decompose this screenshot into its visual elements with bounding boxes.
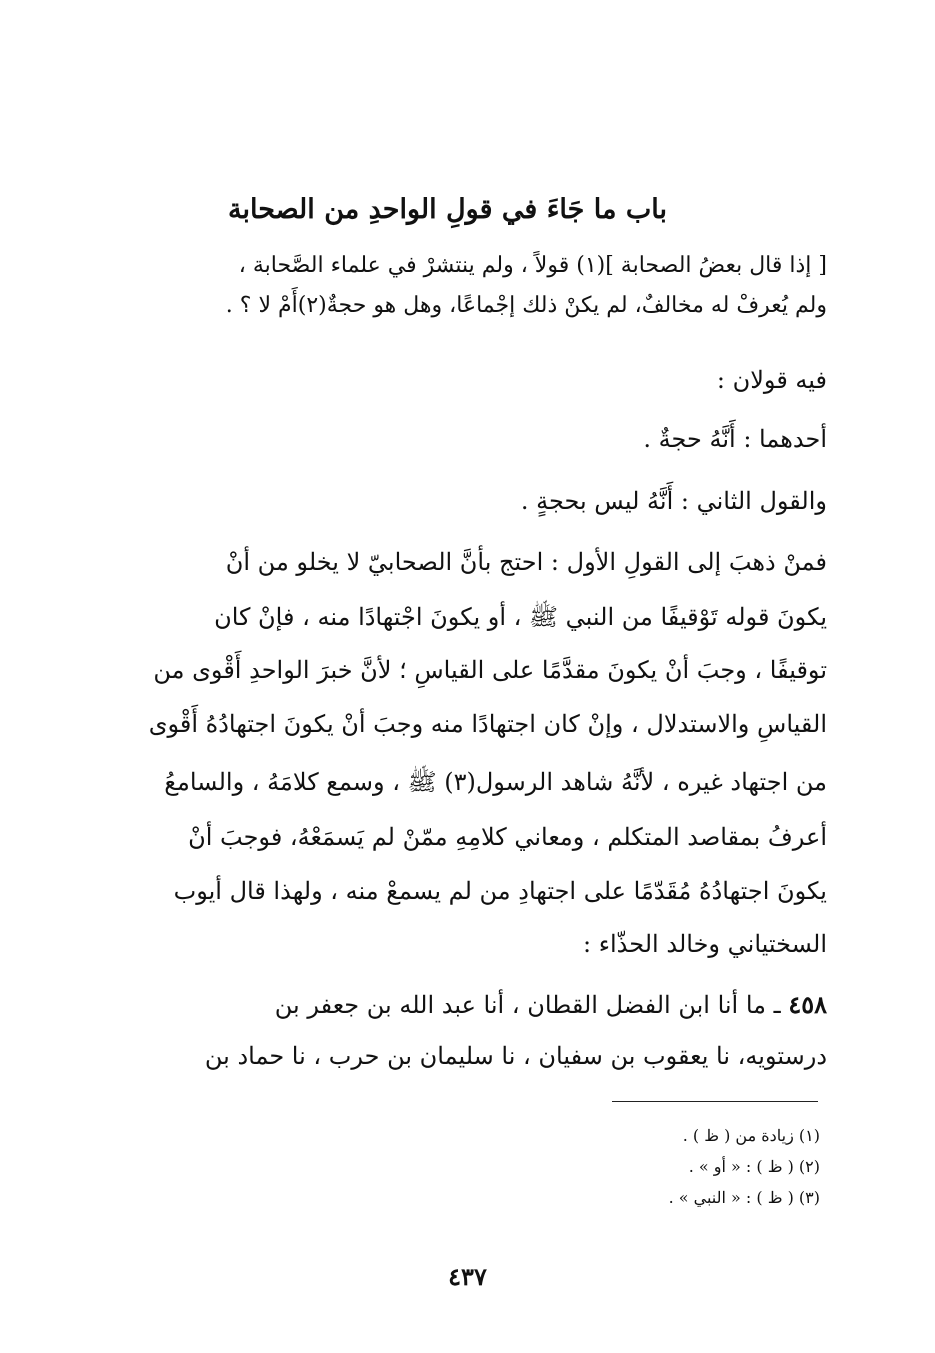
argument-line-6: أعرفُ بمقاصد المتكلم ، ومعاني كلامِهِ ممّنْ لم يَسمَعْهُ، فوجبَ أنْ	[188, 823, 827, 851]
hadith-number: ٤٥٨	[788, 990, 827, 1019]
footnote-2: (٢) ( ظ ) : « أو » .	[688, 1157, 820, 1176]
two-opinions-line: فيه قولان :	[716, 366, 827, 394]
footnote-3: (٣) ( ظ ) : « النبي » .	[668, 1188, 820, 1207]
chapter-intro	[92, 246, 827, 326]
argument-line-2: يكونَ قوله تَوْقيفًا من النبي ﷺ ، أو يكونَ اجْتهادًا منه ، فإنْ كان	[214, 603, 827, 631]
footnote-divider	[612, 1101, 818, 1102]
intro-line-2: ولم يُعرفْ له مخالفٌ، لم يكنْ ذلك إجْماعًا، وهل هو حجةٌ(٢)أَمْ لا ؟ .	[225, 293, 827, 318]
hadith-line-1	[92, 990, 827, 1019]
argument-line-3: توقيفًا ، وجبَ أنْ يكونَ مقدَّمًا على القياسِ ؛ لأنَّ خبرَ الواحدِ أَقْوى من	[153, 656, 827, 684]
footnote-1: (١) زيادة من ( ظ ) .	[682, 1126, 820, 1145]
second-opinion-line: والقول الثاني : أَنَّهُ ليس بحجةٍ .	[520, 487, 827, 515]
page-number: ٤٣٧	[448, 1262, 487, 1291]
chapter-title: باب ما جَاءَ في قولِ الواحدِ من الصحابة	[228, 194, 667, 225]
intro-line-1: [ إذا قال بعضُ الصحابة ](١) قولاً ، ولم ينتشرْ في علماء الصَّحابة ،	[238, 253, 827, 278]
footnotes	[400, 1120, 820, 1213]
argument-line-7: يكونَ اجتهادُهُ مُقَدّمًا على اجتهادِ من لم يسمعْ منه ، ولهذا قال أيوب	[173, 877, 827, 905]
argument-line-4: القياسِ والاستدلال ، وإنْ كان اجتهادًا منه وجبَ أنْ يكونَ اجتهادُهُ أَقْوى	[148, 710, 827, 738]
argument-line-8: السختياني وخالد الحذّاء :	[582, 930, 827, 958]
argument-line-1: فمنْ ذهبَ إلى القولِ الأول : احتج بأنَّ الصحابيّ لا يخلو من أنْ	[225, 548, 827, 576]
hadith-line-2: درستويه، نا يعقوب بن سفيان ، نا سليمان بن حرب ، نا حماد بن	[204, 1042, 827, 1070]
hadith-text-1: ـ ما أنا ابن الفضل القطان ، أنا عبد الله بن جعفر بن	[274, 991, 781, 1019]
first-opinion-line: أحدهما : أَنَّهُ حجةٌ .	[643, 425, 827, 453]
argument-line-5: من اجتهاد غيره ، لأنَّهُ شاهد الرسول(٣) ﷺ ، وسمع كلامَهُ ، والسامعُ	[164, 768, 827, 796]
